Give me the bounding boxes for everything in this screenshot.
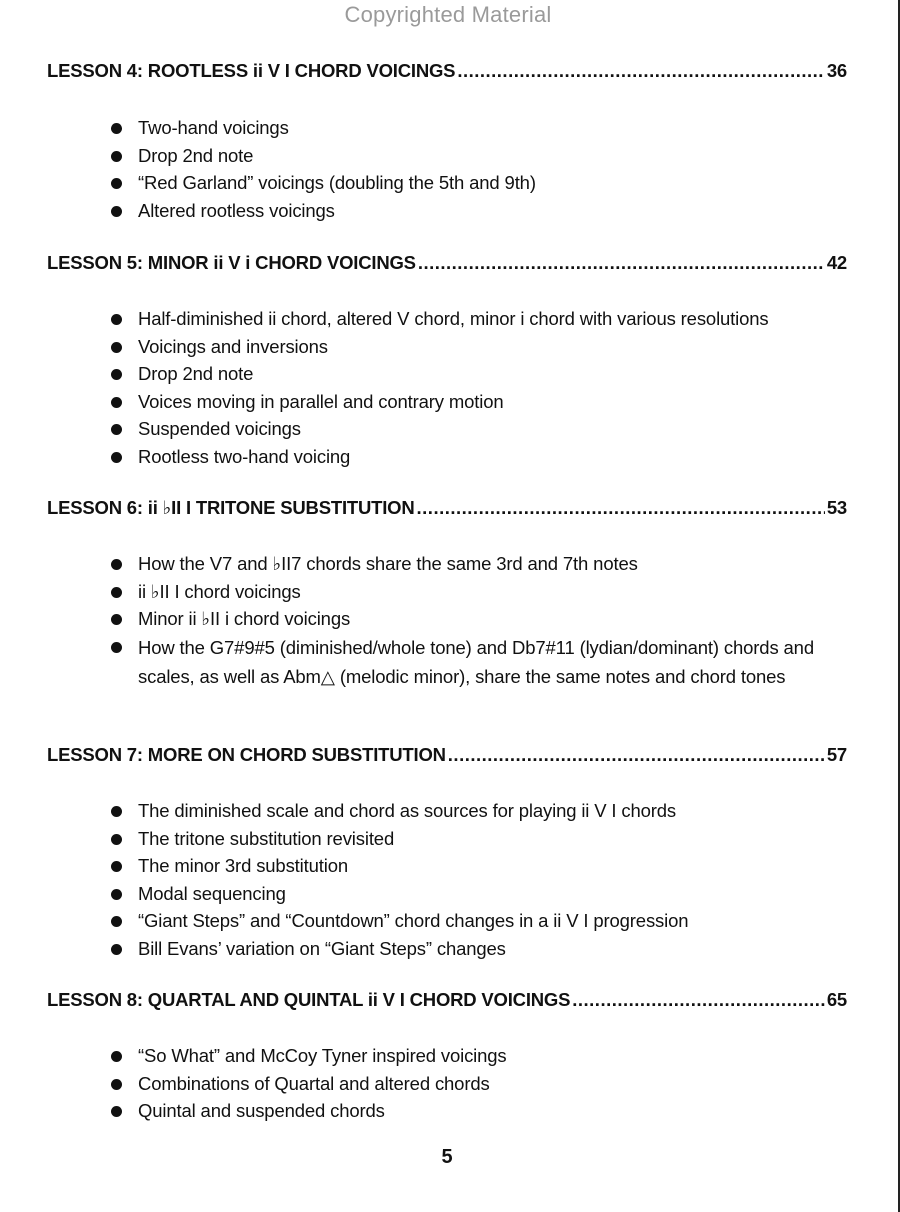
bullet-icon	[111, 834, 122, 845]
dot-leader	[572, 989, 825, 1011]
bullet-icon	[111, 369, 122, 380]
bullet-icon	[111, 424, 122, 435]
dot-leader	[448, 744, 825, 766]
list-item: “Red Garland” voicings (doubling the 5th and 9th)	[110, 169, 850, 197]
list-item: Altered rootless voicings	[110, 197, 850, 225]
bullet-icon	[111, 1106, 122, 1117]
list-item: Drop 2nd note	[110, 142, 850, 170]
list-item: Bill Evans’ variation on “Giant Steps” changes	[110, 935, 850, 963]
topic-list	[110, 305, 850, 470]
bullet-icon	[111, 397, 122, 408]
page-number: 5	[441, 1146, 453, 1168]
bullet-icon	[111, 1079, 122, 1090]
lesson-title: LESSON 8: QUARTAL AND QUINTAL ii V I CHORD VOICINGS	[47, 989, 571, 1010]
list-item: Half-diminished ii chord, altered V chord, minor i chord with various resolutions	[110, 305, 850, 333]
list-item: “Giant Steps” and “Countdown” chord changes in a ii V I progression	[110, 907, 850, 935]
bullet-icon	[111, 861, 122, 872]
lesson-heading[interactable]	[47, 744, 847, 772]
list-item: Quintal and suspended chords	[110, 1097, 850, 1125]
dot-leader	[417, 497, 825, 519]
lesson-heading[interactable]	[47, 60, 847, 88]
list-item: Modal sequencing	[110, 880, 850, 908]
dot-leader	[457, 60, 825, 82]
lesson-page-number: 65	[826, 989, 847, 1010]
copyright-watermark: Copyrighted Material	[344, 2, 552, 27]
list-item: Drop 2nd note	[110, 360, 850, 388]
lesson-title: LESSON 4: ROOTLESS ii V I CHORD VOICINGS	[47, 60, 456, 81]
lesson-page-number: 53	[826, 497, 847, 518]
bullet-icon	[111, 178, 122, 189]
list-item: ii ♭II I chord voicings	[110, 578, 850, 606]
lesson-6-entry	[47, 497, 847, 691]
bullet-icon	[111, 587, 122, 598]
list-item: The minor 3rd substitution	[110, 852, 850, 880]
bullet-icon	[111, 806, 122, 817]
topic-list	[110, 1042, 850, 1125]
bullet-icon	[111, 614, 122, 625]
bullet-icon	[111, 889, 122, 900]
list-item: Minor ii ♭II i chord voicings	[110, 605, 850, 633]
bullet-icon	[111, 342, 122, 353]
lesson-page-number: 42	[826, 252, 847, 273]
bullet-icon	[111, 151, 122, 162]
lesson-title: LESSON 6: ii ♭II I TRITONE SUBSTITUTION	[47, 497, 415, 518]
list-item: The tritone substitution revisited	[110, 825, 850, 853]
bullet-icon	[111, 1051, 122, 1062]
bullet-icon	[111, 642, 122, 653]
lesson-4-entry	[47, 60, 847, 224]
list-item: Voicings and inversions	[110, 333, 850, 361]
dot-leader	[418, 252, 825, 274]
list-item: How the G7#9#5 (diminished/whole tone) and Db7#11 (lydian/dominant) chords and scales, as well as Abm△ (melodic minor), share the same notes and chord tones	[110, 633, 850, 691]
list-item: The diminished scale and chord as sources for playing ii V I chords	[110, 797, 850, 825]
list-item: Suspended voicings	[110, 415, 850, 443]
list-item: Rootless two-hand voicing	[110, 443, 850, 471]
bullet-icon	[111, 314, 122, 325]
list-item: Two-hand voicings	[110, 114, 850, 142]
lesson-8-entry	[47, 989, 847, 1125]
bullet-icon	[111, 559, 122, 570]
lesson-page-number: 57	[826, 744, 847, 765]
lesson-title: LESSON 5: MINOR ii V i CHORD VOICINGS	[47, 252, 416, 273]
topic-list	[110, 550, 850, 691]
lesson-heading[interactable]	[47, 989, 847, 1017]
lesson-title: LESSON 7: MORE ON CHORD SUBSTITUTION	[47, 744, 446, 765]
list-item: Combinations of Quartal and altered chords	[110, 1070, 850, 1098]
lesson-5-entry	[47, 252, 847, 470]
lesson-page-number: 36	[826, 60, 847, 81]
bullet-icon	[111, 123, 122, 134]
bullet-icon	[111, 944, 122, 955]
lesson-7-entry	[47, 744, 847, 962]
bullet-icon	[111, 916, 122, 927]
topic-list	[110, 797, 850, 962]
lesson-heading[interactable]	[47, 497, 847, 525]
list-item: Voices moving in parallel and contrary motion	[110, 388, 850, 416]
lesson-heading[interactable]	[47, 252, 847, 280]
topic-list	[110, 114, 850, 224]
bullet-icon	[111, 452, 122, 463]
bullet-icon	[111, 206, 122, 217]
list-item: “So What” and McCoy Tyner inspired voicings	[110, 1042, 850, 1070]
list-item: How the V7 and ♭II7 chords share the same 3rd and 7th notes	[110, 550, 850, 578]
